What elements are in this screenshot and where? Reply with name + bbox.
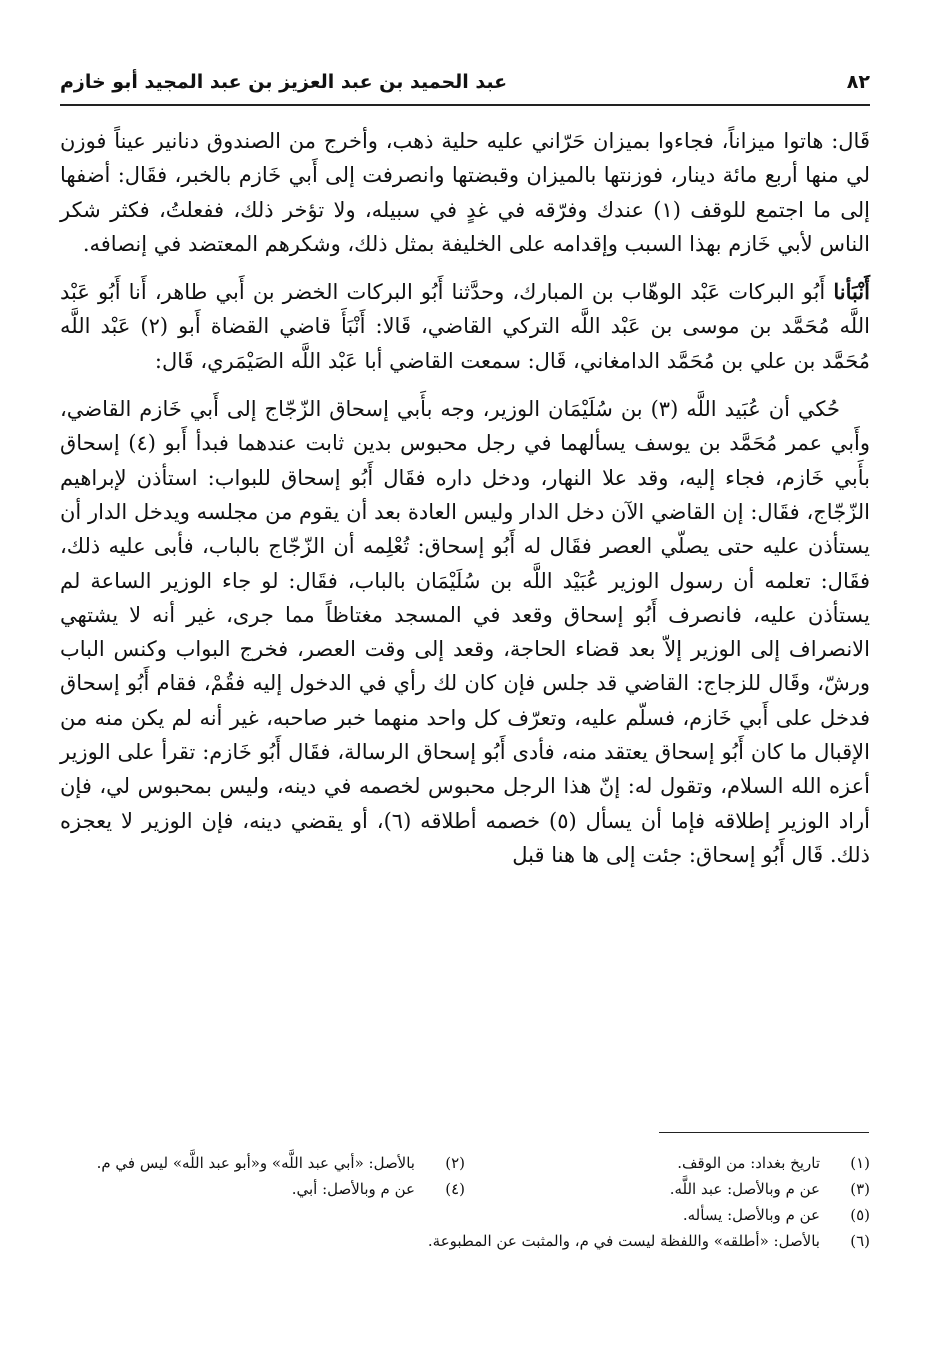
paragraph-2-text: أَبُو البركات عَبْد الوهّاب بن المبارك، وحدَّثنا أَبُو البركات الخضر بن أَبي طاهر، أَنا أَبُو عَبْد اللَّه مُحَمَّد بن موسى بن عَبْد اللَّه التركي القاضي، قَالا: أَنْبَأَ قاضي القضاة أَبو (٢) عَبْد اللَّه مُحَمَّد بن علي بن مُحَمَّد الدامغاني، قَال: سمعت القاضي أبا عَبْد اللَّه الصَيْمَري، قَال: xyxy=(60,280,870,373)
footnote-number: (٢) xyxy=(445,1154,465,1172)
paragraph-3: حُكي أن عُبَيد اللَّه (٣) بن سُلَيْمَان الوزير، وجه بأَبي إسحاق الزّجّاج إلى أَبي خَازم القاضي، وأَبي عمر مُحَمَّد بن يوسف يسألهما في رجل محبوس بدين ثابت عندهما فبدأ أَبو (٤) إسحاق بأَبي خَازم، فجاء إليه، وقد علا النهار، ودخل داره فقَال أَبُو إسحاق للبواب: استأذن لإبراهيم الزّجّاج، فقَال: إن القاضي الآن دخل الدار وليس العادة بعد أن يقوم من مجلسه ويدخل الدار أن يستأذن عليه حتى يصلّي العصر فقَال له أَبُو إسحاق: تُعْلِمه أن الزّجّاج بالباب، فأبى عليه ذلك، فقَال: تعلمه أن رسول الوزير عُبَيْد اللَّه بن سُلَيْمَان بالباب، فقَال: لو جاء الوزير الساعة لم يستأذن عليه، فانصرف أَبُو إسحاق وقعد في المسجد مغتاظاً مما جرى، غير أنه لا يشتهي الانصراف إلى الوزير إلاّ بعد قضاء الحاجة، وقعد إلى وقت العصر، فخرج البواب وكنس الباب ورشّ، وقَال للزجاج: القاضي قد جلس فإن كان لك رأي في الدخول إليه فقُمْ، فقام أَبُو إسحاق فدخل على أَبي خَازم، فسلّم عليه، وتعرّف كل واحد منهما خبر صاحبه، غير أنه لم يكن منه من الإقبال ما كان أَبُو إسحاق يعتقد منه، فأدى أَبُو إسحاق الرسالة، فقَال أَبُو خَازم: تقرأ على الوزير أعزه الله السلام، وتقول له: إنّ هذا الرجل محبوس لخصمه في دينه، وليس بمحبوس لي، فإن أراد الوزير إطلاقه فإما أن يسأل (٥) خصمه أطلاقه (٦)، أو يقضي دينه، فإن الوزير لا يعجزه ذلك. قَال أَبُو إسحاق: جئت إلى ها هنا قبل xyxy=(60,397,871,867)
footnote-number: (١) xyxy=(850,1154,870,1172)
footnote-row xyxy=(60,1202,870,1228)
footnote-number: (٤) xyxy=(445,1180,465,1198)
paragraph-2 xyxy=(60,275,870,378)
footnote-row xyxy=(60,1150,870,1176)
footnote-divider xyxy=(659,1132,869,1133)
footnote-6: بالأصل: «أطلقه» واللفظة ليست في م، والمثبت عن المطبوعة. xyxy=(427,1232,820,1250)
footnote-number: (٥) xyxy=(850,1206,870,1224)
page-number: ٨٢ xyxy=(846,71,870,93)
footnote-text: عن م وبالأصل: عبد اللَّه. xyxy=(669,1180,820,1198)
footnote-text: عن م وبالأصل: يسأله. xyxy=(682,1206,820,1224)
footnote-1 xyxy=(465,1150,870,1176)
footnote-number: (٣) xyxy=(850,1180,870,1198)
header-divider xyxy=(60,104,870,106)
footnote-2 xyxy=(60,1150,465,1176)
footnote-number: (٦) xyxy=(850,1232,870,1250)
footnote-row xyxy=(60,1228,870,1254)
main-text xyxy=(60,124,870,872)
paragraph-1: قَال: هاتوا ميزاناً، فجاءوا بميزان حَرّاني عليه حلية ذهب، وأخرج من الصندوق دنانير عيناً فوزن لي منها أربع مائة دينار، فوزنتها بالميزان وقبضتها وانصرفت إلى أَبي خَازم بالخبر، فقَال: أضفها إلى ما اجتمع للوقف (١) عندك وفرّقه في غدٍ في سبيله، ولا تؤخر ذلك، ففعلتُ، فكثر شكر الناس لأبي خَازم بهذا السبب وإقدامه على الخليفة بمثل ذلك، وشكرهم المعتضد في إنصافه. xyxy=(60,129,870,256)
running-title: عبد الحميد بن عبد العزيز بن عبد المجيد أبو خازم xyxy=(60,71,508,93)
footnote-text: عن م وبالأصل: أبي. xyxy=(291,1180,415,1198)
footnote-row xyxy=(60,1176,870,1202)
footnote-5 xyxy=(465,1202,870,1228)
footnote-4 xyxy=(60,1176,465,1202)
footnote-text: بالأصل: «أبي عبد اللَّه» و«أبو عبد اللَّه» ليس في م. xyxy=(96,1154,415,1172)
footnote-text: تاريخ بغداد: من الوقف. xyxy=(677,1154,820,1172)
footnote-3 xyxy=(465,1176,870,1202)
paragraph-2-lead: أَنْبَأنا xyxy=(833,279,870,305)
footnotes xyxy=(60,1150,870,1254)
page-header xyxy=(60,62,870,102)
